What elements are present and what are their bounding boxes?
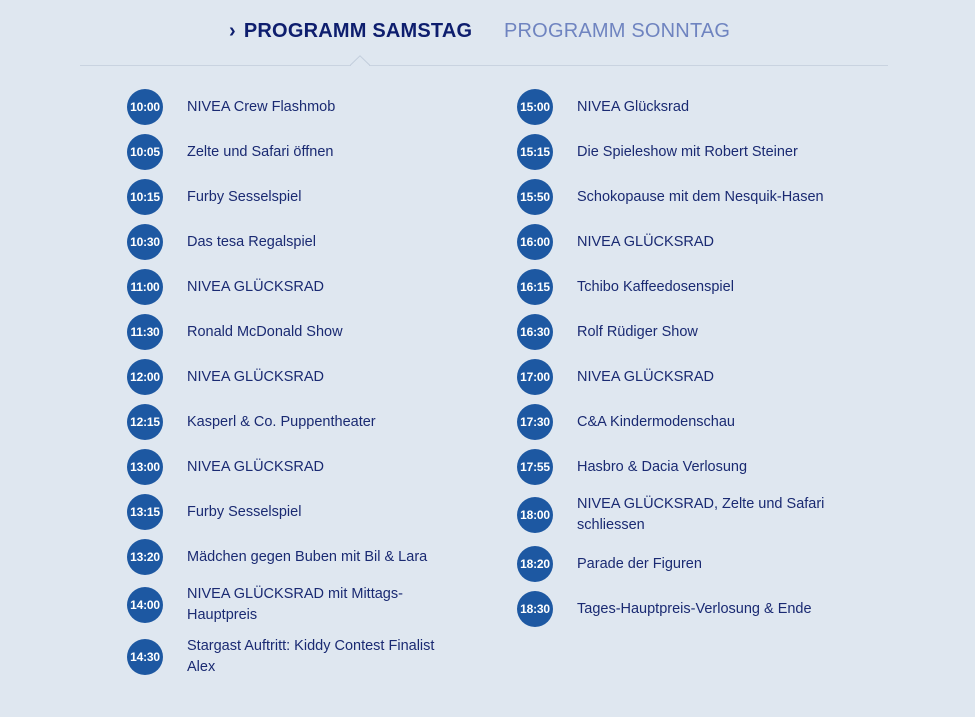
- event-title-text: Furby Sesselspiel: [187, 503, 302, 520]
- event-title: [187, 224, 457, 260]
- event-title-text: Die Spieleshow mit Robert Steiner: [577, 143, 798, 160]
- event-title: [577, 404, 847, 440]
- time-badge: 16:30: [517, 314, 553, 350]
- time-badge: 14:30: [127, 639, 163, 675]
- event-title-text: NIVEA GLÜCKSRAD: [187, 278, 324, 295]
- event-title-text: Tchibo Kaffeedosenspiel: [577, 278, 734, 295]
- event-title: [577, 449, 847, 485]
- time-badge: 10:00: [127, 89, 163, 125]
- event-title: [577, 546, 847, 582]
- tab-saturday[interactable]: [229, 20, 472, 43]
- event-title-text: Kasperl & Co. Puppentheater: [187, 413, 376, 430]
- event-title: [577, 224, 847, 260]
- time-badge: 10:30: [127, 224, 163, 260]
- event-title: [577, 359, 847, 395]
- time-badge: 16:00: [517, 224, 553, 260]
- event-title-text: NIVEA Crew Flashmob: [187, 98, 336, 115]
- time-badge: 14:00: [127, 587, 163, 623]
- event-title: [577, 179, 847, 215]
- event-title-text: NIVEA GLÜCKSRAD: [187, 368, 324, 385]
- tabs-divider: [80, 65, 888, 66]
- event-title-text: Tages-Hauptpreis-Verlosung & Ende: [577, 600, 812, 617]
- event-title: [187, 404, 457, 440]
- event-title-text: Parade der Figuren: [577, 555, 702, 572]
- event-title: [187, 179, 457, 215]
- time-badge: 13:00: [127, 449, 163, 485]
- time-badge: 15:00: [517, 89, 553, 125]
- event-title-text: Stargast Auftritt: Kiddy Contest Finalist Alex: [187, 638, 435, 675]
- time-badge: 16:15: [517, 269, 553, 305]
- tab-sunday-label: PROGRAMM SONNTAG: [504, 20, 731, 42]
- event-title: [187, 539, 457, 575]
- time-badge: 15:50: [517, 179, 553, 215]
- event-title-text: NIVEA GLÜCKSRAD mit Mittags-Hauptpreis: [187, 586, 403, 623]
- time-badge: 18:20: [517, 546, 553, 582]
- time-badge: 11:30: [127, 314, 163, 350]
- program-tabs: [0, 0, 975, 66]
- event-title-text: Das tesa Regalspiel: [187, 233, 316, 250]
- event-title: [577, 497, 847, 533]
- time-badge: 10:05: [127, 134, 163, 170]
- event-title: [577, 134, 847, 170]
- time-badge: 10:15: [127, 179, 163, 215]
- event-title: [187, 359, 457, 395]
- time-badge: 12:00: [127, 359, 163, 395]
- event-title: [187, 134, 457, 170]
- event-title-text: Zelte und Safari öffnen: [187, 143, 334, 160]
- event-title: [577, 89, 847, 125]
- tab-sunday[interactable]: [504, 20, 730, 43]
- event-title-text: Furby Sesselspiel: [187, 188, 302, 205]
- event-title-text: Schokopause mit dem Nesquik-Hasen: [577, 188, 824, 205]
- event-title: [187, 639, 457, 675]
- event-title: [577, 314, 847, 350]
- event-title-text: Rolf Rüdiger Show: [577, 323, 698, 340]
- chevron-right-icon: ›: [229, 20, 236, 42]
- event-title: [187, 269, 457, 305]
- event-title: [577, 591, 847, 627]
- event-title: [187, 449, 457, 485]
- event-title-text: NIVEA GLÜCKSRAD: [577, 233, 714, 250]
- event-title-text: Mädchen gegen Buben mit Bil & Lara: [187, 548, 428, 565]
- event-title-text: NIVEA GLÜCKSRAD: [577, 368, 714, 385]
- event-title-text: NIVEA Glücksrad: [577, 98, 690, 115]
- time-badge: 17:55: [517, 449, 553, 485]
- time-badge: 13:15: [127, 494, 163, 530]
- time-badge: 17:30: [517, 404, 553, 440]
- event-title-text: C&A Kindermodenschau: [577, 413, 735, 430]
- event-title-text: NIVEA GLÜCKSRAD, Zelte und Safari schliessen: [577, 496, 825, 533]
- event-title-text: NIVEA GLÜCKSRAD: [187, 458, 324, 475]
- event-title: [187, 587, 457, 623]
- time-badge: 11:00: [127, 269, 163, 305]
- time-badge: 15:15: [517, 134, 553, 170]
- event-title-text: Ronald McDonald Show: [187, 323, 343, 340]
- event-title: [577, 269, 847, 305]
- event-title: [187, 494, 457, 530]
- time-badge: 12:15: [127, 404, 163, 440]
- time-badge: 18:00: [517, 497, 553, 533]
- event-title: [187, 89, 457, 125]
- time-badge: 13:20: [127, 539, 163, 575]
- event-title-text: Hasbro & Dacia Verlosung: [577, 458, 748, 475]
- time-badge: 17:00: [517, 359, 553, 395]
- tab-saturday-label: PROGRAMM SAMSTAG: [243, 20, 473, 42]
- event-title: [187, 314, 457, 350]
- time-badge: 18:30: [517, 591, 553, 627]
